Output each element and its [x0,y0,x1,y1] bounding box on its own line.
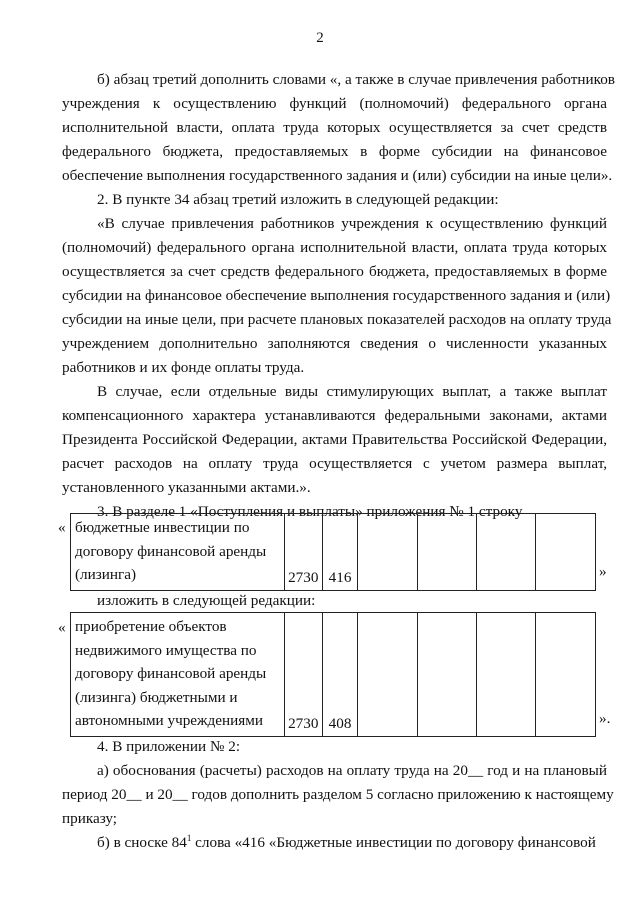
item-4a-line: а) обоснования (расчеты) расходов на оплату труда на 20__ год и на плановый [97,762,607,779]
row-name-cell [71,514,285,591]
row-name-line: договору финансовой аренды [75,542,267,560]
quote-line: осуществляется за счет средств федерального бюджета, предоставляемых в форме [62,263,607,280]
empty-cell [417,613,476,737]
para-b-line: федерального бюджета, предоставляемых в форме субсидии на финансовое [62,143,607,160]
empty-cell [536,613,596,737]
item-4a-line: приказу; [62,810,118,827]
table2-open-quote: « [58,619,66,636]
quote-line: субсидии на иные цели, при расчете плановых показателей расходов на оплату труда [62,311,612,328]
quote-line: расчет расходов на оплату труда осуществляется с учетом размера выплат, [62,455,607,472]
page-number: 2 [316,30,324,46]
line-code-cell: 2730 [284,613,322,737]
para-b-line: обеспечение выполнения государственного задания и (или) субсидии на иные цели». [62,167,613,184]
quote-line: В случае, если отдельные виды стимулирующих выплат, а также выплат [97,383,607,400]
table-row [71,514,596,591]
quote-line: учреждением дополнительно заполняются сведения о численности указанных [62,335,607,352]
table-row [71,613,596,737]
quote-line: субсидии на финансовое обеспечение выполнения государственного задания и (или) [62,287,611,304]
empty-cell [417,514,476,591]
row-name-line: (лизинга) [75,566,137,583]
row-name-line: автономными учреждениями [75,712,263,729]
quote-line: установленного указанными актами.». [62,479,311,496]
item-4b-prefix: б) в сноске 84 [97,834,187,851]
item-4-heading: 4. В приложении № 2: [97,738,241,755]
item-4b-line [97,834,607,852]
quote-line: «В случае привлечения работников учреждения к осуществлению функций [97,215,607,232]
para-b-line: исполнительной власти, оплата труда которых осуществляется за счет средств [62,119,607,136]
row-name-line: приобретение объектов [75,618,227,635]
footnote-superscript: 1 [186,833,192,843]
row-name-cell [71,613,285,737]
kosgu-cell: 408 [322,613,357,737]
restate-line: изложить в следующей редакции: [97,592,316,609]
empty-cell [477,514,536,591]
quote-line: (полномочий) федерального органа исполнительной власти, оплата труда которых [62,239,607,256]
row-name-line: недвижимого имущества по [75,641,257,659]
empty-cell [358,514,417,591]
table1-open-quote: « [58,519,66,536]
quote-line: компенсационного характера устанавливаются федеральными законами, актами [62,407,607,424]
item-3-heading: 3. В разделе 1 «Поступления и выплаты» приложения № 1 строку [97,503,523,520]
budget-row-new-table [70,612,596,737]
item-4a-line: период 20__ и 20__ годов дополнить разделом 5 согласно приложению к настоящему [62,786,614,803]
empty-cell [477,613,536,737]
table1-close-quote: » [599,563,607,580]
item-4b-suffix: слова «416 «Бюджетные инвестиции по договору финансовой [191,834,596,851]
empty-cell [536,514,596,591]
kosgu-cell: 416 [322,514,357,591]
table2-close-quote: ». [599,710,611,727]
budget-row-old-table [70,513,596,591]
line-code-cell: 2730 [284,514,322,591]
quote-line: работников и их фонде оплаты труда. [62,359,305,376]
row-name-line: договору финансовой аренды [75,665,267,682]
para-b-line: б) абзац третий дополнить словами «, а также в случае привлечения работников [97,71,615,88]
row-name-line: (лизинга) бюджетными и [75,688,238,706]
empty-cell [358,613,417,737]
item-2-heading: 2. В пункте 34 абзац третий изложить в следующей редакции: [97,191,499,208]
quote-line: Президента Российской Федерации, актами Правительства Российской Федерации, [62,431,607,448]
row-name-line: бюджетные инвестиции по [75,519,250,536]
para-b-line: учреждения к осуществлению функций (полномочий) федерального органа [62,95,607,112]
